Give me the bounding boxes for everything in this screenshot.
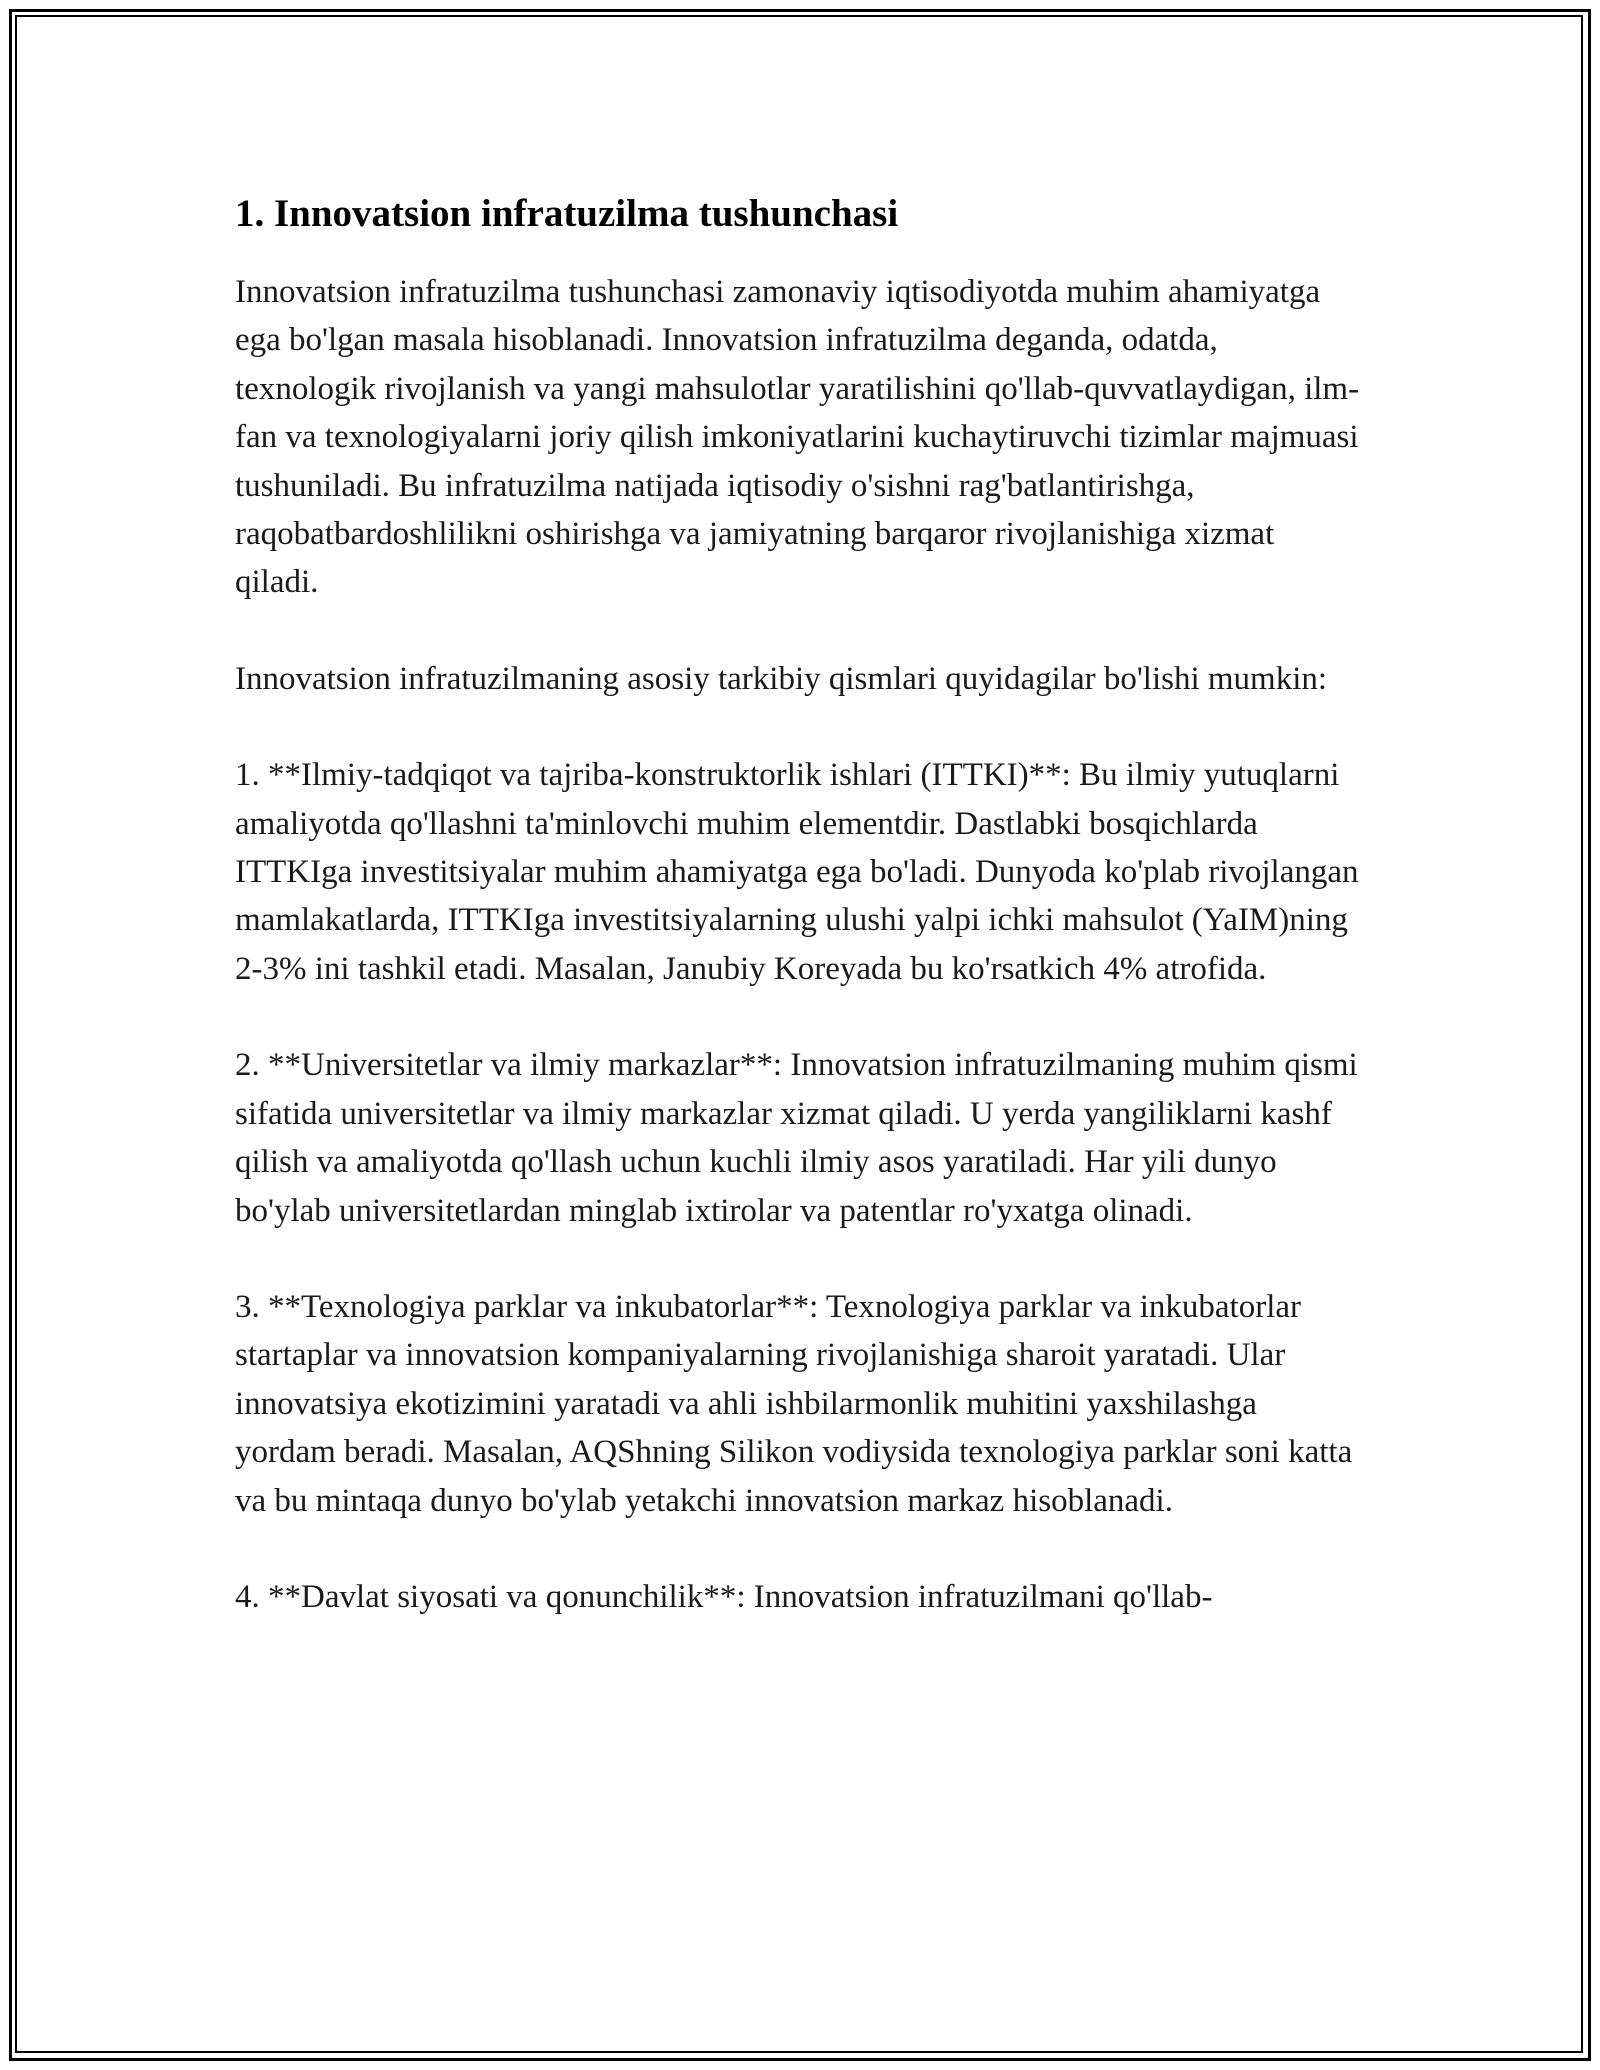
components-lead-paragraph: Innovatsion infratuzilmaning asosiy tarkibiy qismlari quyidagilar bo'lishi mumkin: bbox=[235, 660, 1328, 697]
document-body bbox=[235, 188, 1365, 1621]
list-item-technoparks: 3. **Texnologiya parklar va inkubatorlar**: Texnologiya parklar va inkubatorlar startaplar va innovatsion kompaniyalarning rivojlanishiga sharoit yaratadi. Ular innovatsiya ekotizimini yaratadi va ahli ishbilarmonlik muhitini yaxshilashga yordam beradi. Masalan, AQShning Silikon vodiysida texnologiya parklar soni katta va bu mintaqa dunyo bo'ylab yetakchi innovatsion markaz hisoblanadi. bbox=[235, 1288, 1353, 1519]
intro-paragraph: Innovatsion infratuzilma tushunchasi zamonaviy iqtisodiyotda muhim ahamiyatga ega bo'lgan masala hisoblanadi. Innovatsion infratuzilma deganda, odatda, texnologik rivojlanish va yangi mahsulotlar yaratilishini qo'llab-quvvatlaydigan, ilm-fan va texnologiyalarni joriy qilish imkoniyatlarini kuchaytiruvchi tizimlar majmuasi tushuniladi. Bu infratuzilma natijada iqtisodiy o'sishni rag'batlantirishga, raqobatbardoshlilikni oshirishga va jamiyatning barqaror rivojlanishiga xizmat qiladi. bbox=[235, 274, 1360, 601]
section-heading: 1. Innovatsion infratuzilma tushunchasi bbox=[235, 192, 899, 235]
list-item-research: 1. **Ilmiy-tadqiqot va tajriba-konstruktorlik ishlari (ITTKI)**: Bu ilmiy yutuqlarni amaliyotda qo'llashni ta'minlovchi muhim elementdir. Dastlabki bosqichlarda ITTKIga investitsiyalar muhim ahamiyatga ega bo'ladi. Dunyoda ko'plab rivojlangan mamlakatlarda, ITTKIga investitsiyalarning ulushi yalpi ichki mahsulot (YaIM)ning 2-3% ini tashkil etadi. Masalan, Janubiy Koreyada bu ko'rsatkich 4% atrofida. bbox=[235, 757, 1359, 987]
list-item-universities: 2. **Universitetlar va ilmiy markazlar**: Innovatsion infratuzilmaning muhim qismi sifatida universitetlar va ilmiy markazlar xizmat qiladi. U yerda yangiliklarni kashf qilish va amaliyotda qo'llash uchun kuchli ilmiy asos yaratiladi. Har yili dunyo bo'ylab universitetlardan minglab ixtirolar va patentlar ro'yxatga olinadi. bbox=[235, 1047, 1358, 1229]
list-item-state-policy: 4. **Davlat siyosati va qonunchilik**: Innovatsion infratuzilmani qo'llab- bbox=[235, 1578, 1213, 1615]
